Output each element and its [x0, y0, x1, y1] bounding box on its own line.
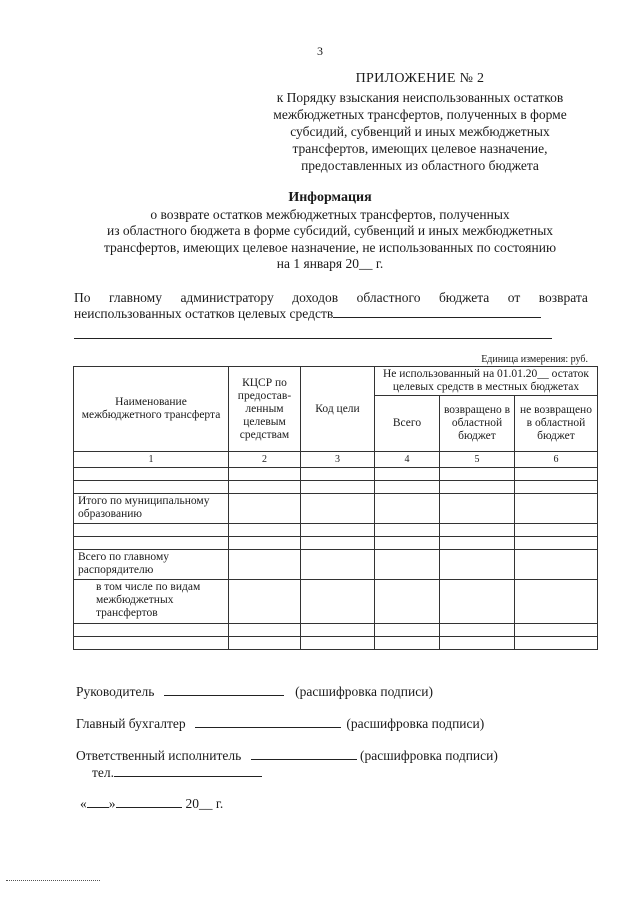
appendix-line: трансфертов, имеющих целевое назначение, — [292, 141, 548, 156]
column-numbers-row — [74, 452, 598, 468]
head-label: Руководитель — [76, 684, 155, 699]
report-table — [73, 366, 598, 650]
executor-signature-line[interactable] — [251, 748, 357, 760]
column-number: 3 — [301, 452, 375, 468]
accountant-signature — [76, 716, 484, 732]
executor-decode: (расшифровка подписи) — [360, 748, 498, 763]
accountant-label: Главный бухгалтер — [76, 716, 186, 731]
appendix-line: межбюджетных трансфертов, полученных в форме — [273, 107, 567, 122]
appendix-line: к Порядку взыскания неиспользованных остатков — [276, 90, 564, 105]
table-row[interactable] — [74, 468, 598, 481]
table-row[interactable] — [74, 624, 598, 637]
header-returned: возвращено в областной бюджет — [440, 396, 515, 452]
table-row[interactable] — [74, 580, 598, 624]
admin-line-1 — [74, 290, 588, 306]
date-open-quote: « — [80, 796, 87, 811]
date-month-line[interactable] — [116, 796, 182, 808]
appendix-title: ПРИЛОЖЕНИЕ № 2 — [355, 71, 485, 86]
admin-fill-line-2[interactable] — [74, 338, 552, 339]
header-group: Не использованный на 01.01.20__ остаток целевых средств в местных бюджетах — [375, 367, 598, 396]
table-row[interactable] — [74, 637, 598, 650]
row-label-grand-total: Всего по главному распорядителю — [74, 550, 229, 580]
footnote-divider — [6, 880, 100, 881]
page-number: 3 — [317, 44, 323, 58]
header-name: Наименование межбюджетного трансферта — [74, 367, 229, 452]
table-row[interactable] — [74, 537, 598, 550]
executor-signature — [76, 748, 498, 764]
date-day-line[interactable] — [87, 796, 109, 808]
heading-line: о возврате остатков межбюджетных трансфертов, полученных — [150, 206, 510, 222]
head-signature-line[interactable] — [164, 684, 284, 696]
column-number: 6 — [515, 452, 598, 468]
table-row[interactable] — [74, 481, 598, 494]
phone-label: тел. — [92, 765, 115, 780]
column-number: 2 — [229, 452, 301, 468]
admin-word: областного — [356, 290, 421, 305]
table-row[interactable] — [74, 550, 598, 580]
phone-line[interactable] — [114, 765, 262, 777]
admin-statement — [74, 290, 588, 322]
admin-word: возврата — [538, 290, 588, 305]
admin-word: администратору — [180, 290, 274, 305]
header-code: Код цели — [301, 367, 375, 452]
accountant-decode: (расшифровка подписи) — [346, 716, 485, 731]
admin-word: По — [74, 290, 91, 305]
document-heading — [60, 190, 600, 273]
appendix-line: предоставленных из областного бюджета — [301, 158, 539, 173]
admin-line-2 — [74, 306, 588, 322]
head-signature — [76, 684, 433, 700]
executor-label: Ответственный исполнитель — [76, 748, 242, 763]
admin-word: доходов — [292, 290, 339, 305]
accountant-signature-line[interactable] — [195, 716, 341, 728]
date-close-quote: » — [108, 796, 116, 811]
heading-line: на 1 января 20__ г. — [276, 256, 384, 271]
column-number: 4 — [375, 452, 440, 468]
date-year: 20__ г. — [185, 796, 224, 811]
row-label-municipal-total: Итого по муниципальному образованию — [74, 494, 229, 524]
table-row[interactable] — [74, 494, 598, 524]
admin-line-2-text: неиспользованных остатков целевых средств — [74, 306, 334, 321]
appendix-block — [250, 70, 590, 174]
header-total: Всего — [375, 396, 440, 452]
document-title: Информация — [288, 190, 372, 205]
appendix-line: субсидий, субвенций и иных межбюджетных — [290, 124, 550, 139]
heading-line: трансфертов, имеющих целевое назначение, не использованных по состоянию — [103, 239, 557, 255]
heading-line: из областного бюджета в форме субсидий, субвенций и иных межбюджетных — [106, 223, 554, 238]
column-number: 1 — [74, 452, 229, 468]
header-kcsr: КЦСР по предостав-ленным целевым средствам — [229, 367, 301, 452]
column-number: 5 — [440, 452, 515, 468]
units-label: Единица измерения: руб. — [481, 354, 588, 365]
head-decode: (расшифровка подписи) — [295, 684, 433, 699]
admin-word: главному — [108, 290, 162, 305]
date-field — [80, 796, 223, 812]
admin-fill-line[interactable] — [333, 306, 541, 318]
header-not-returned: не возвращено в областной бюджет — [515, 396, 598, 452]
phone-field — [92, 765, 262, 781]
row-label-by-types: в том числе по видам межбюджетных трансфертов — [74, 580, 229, 624]
admin-word: бюджета — [438, 290, 490, 305]
table-row[interactable] — [74, 524, 598, 537]
admin-word: от — [507, 290, 521, 305]
